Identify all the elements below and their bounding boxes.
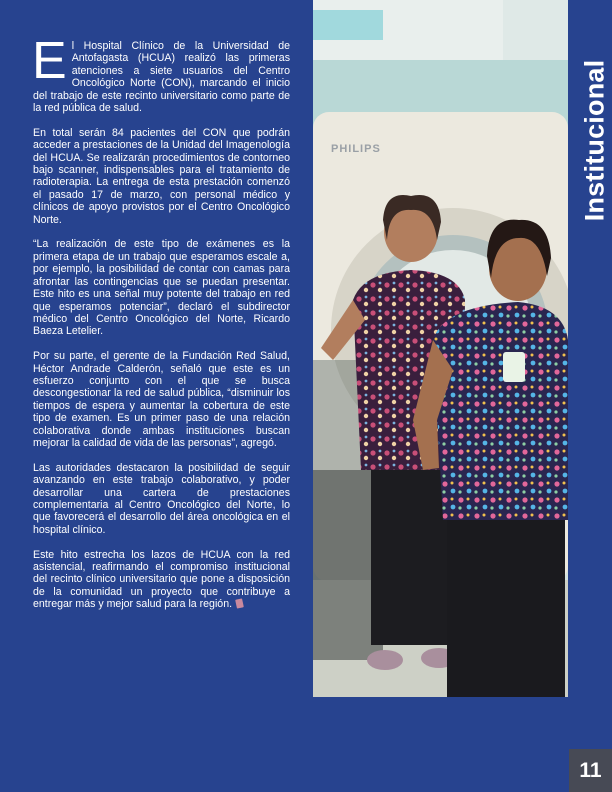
drop-cap: E <box>32 32 67 90</box>
article-paragraph-3: “La realización de este tipo de exámenes es la primera etapa de un trabajo que esperamos escale a, por ejemplo, la posibilidad de contar con camas para afrontar las contingencias que se puedan presentar. Este hito es una señal muy potente del trabajo en red que esperamos potenciar”, declaró el subdirector médico del Centro Oncológico del Norte, Ricardo Baeza Letelier. <box>33 238 290 338</box>
section-label <box>578 40 612 240</box>
paragraph-text: Este hito estrecha los lazos de HCUA con la red asistencial, reafirmando el compromiso institucional del recinto clínico universitario que pone a disposición de la comunidad un proyecto que contribuye a entregar más y mejor salud para la región. <box>33 548 290 611</box>
article-paragraph-4: Por su parte, el gerente de la Fundación Red Salud, Héctor Andrade Calderón, señaló que este es un esfuerzo conjunto con el que se busca descongestionar la red de salud pública, “disminuir los tiempos de espera y aumentar la cobertura de este tipo de examen. Es un primer paso de una relación colaborativa donde ambas instituciones buscan mejorar la calidad de vida de las personas”, agregó. <box>33 350 290 449</box>
page-number: 11 <box>569 749 612 792</box>
paragraph-text: l Hospital Clínico de la Universidad de Antofagasta (HCUA) realizó las primeras atenciones a siete usuarios del Centro Oncológico Norte (CON), marcando el inicio del trabajo de este recinto universitario como parte de la red pública de salud. <box>33 40 290 115</box>
section-label-text: Institucional <box>579 59 610 221</box>
article-paragraph-5: Las autoridades destacaron la posibilidad de seguir avanzando en este trabajo colaborativo, y poder desarrollar una cartera de prestaciones complementaria al Centro Oncológico del Norte, lo que favorecerá el desarrollo del área oncológica en el hospital clínico. <box>33 461 290 536</box>
article-paragraph-1 <box>32 32 290 115</box>
article-paragraph-6 <box>33 549 290 611</box>
article-body <box>32 32 290 623</box>
end-mark-icon <box>235 599 244 609</box>
article-paragraph-2: En total serán 84 pacientes del CON que podrán acceder a prestaciones de la Unidad del Imagenología del HCUA. Se realizarán procedimientos de contorneo bajo scanner, indispensables para el tratamiento de radioterapia. La entrega de esta prestación comenzó el pasado 17 de marzo, con personal médico y clínicos de apoyo provistos por el Centro Oncológico Norte. <box>33 126 290 226</box>
article-photo <box>313 0 568 697</box>
photo-illustration <box>313 0 568 697</box>
scanner-brand-label: PHILIPS <box>331 143 381 155</box>
